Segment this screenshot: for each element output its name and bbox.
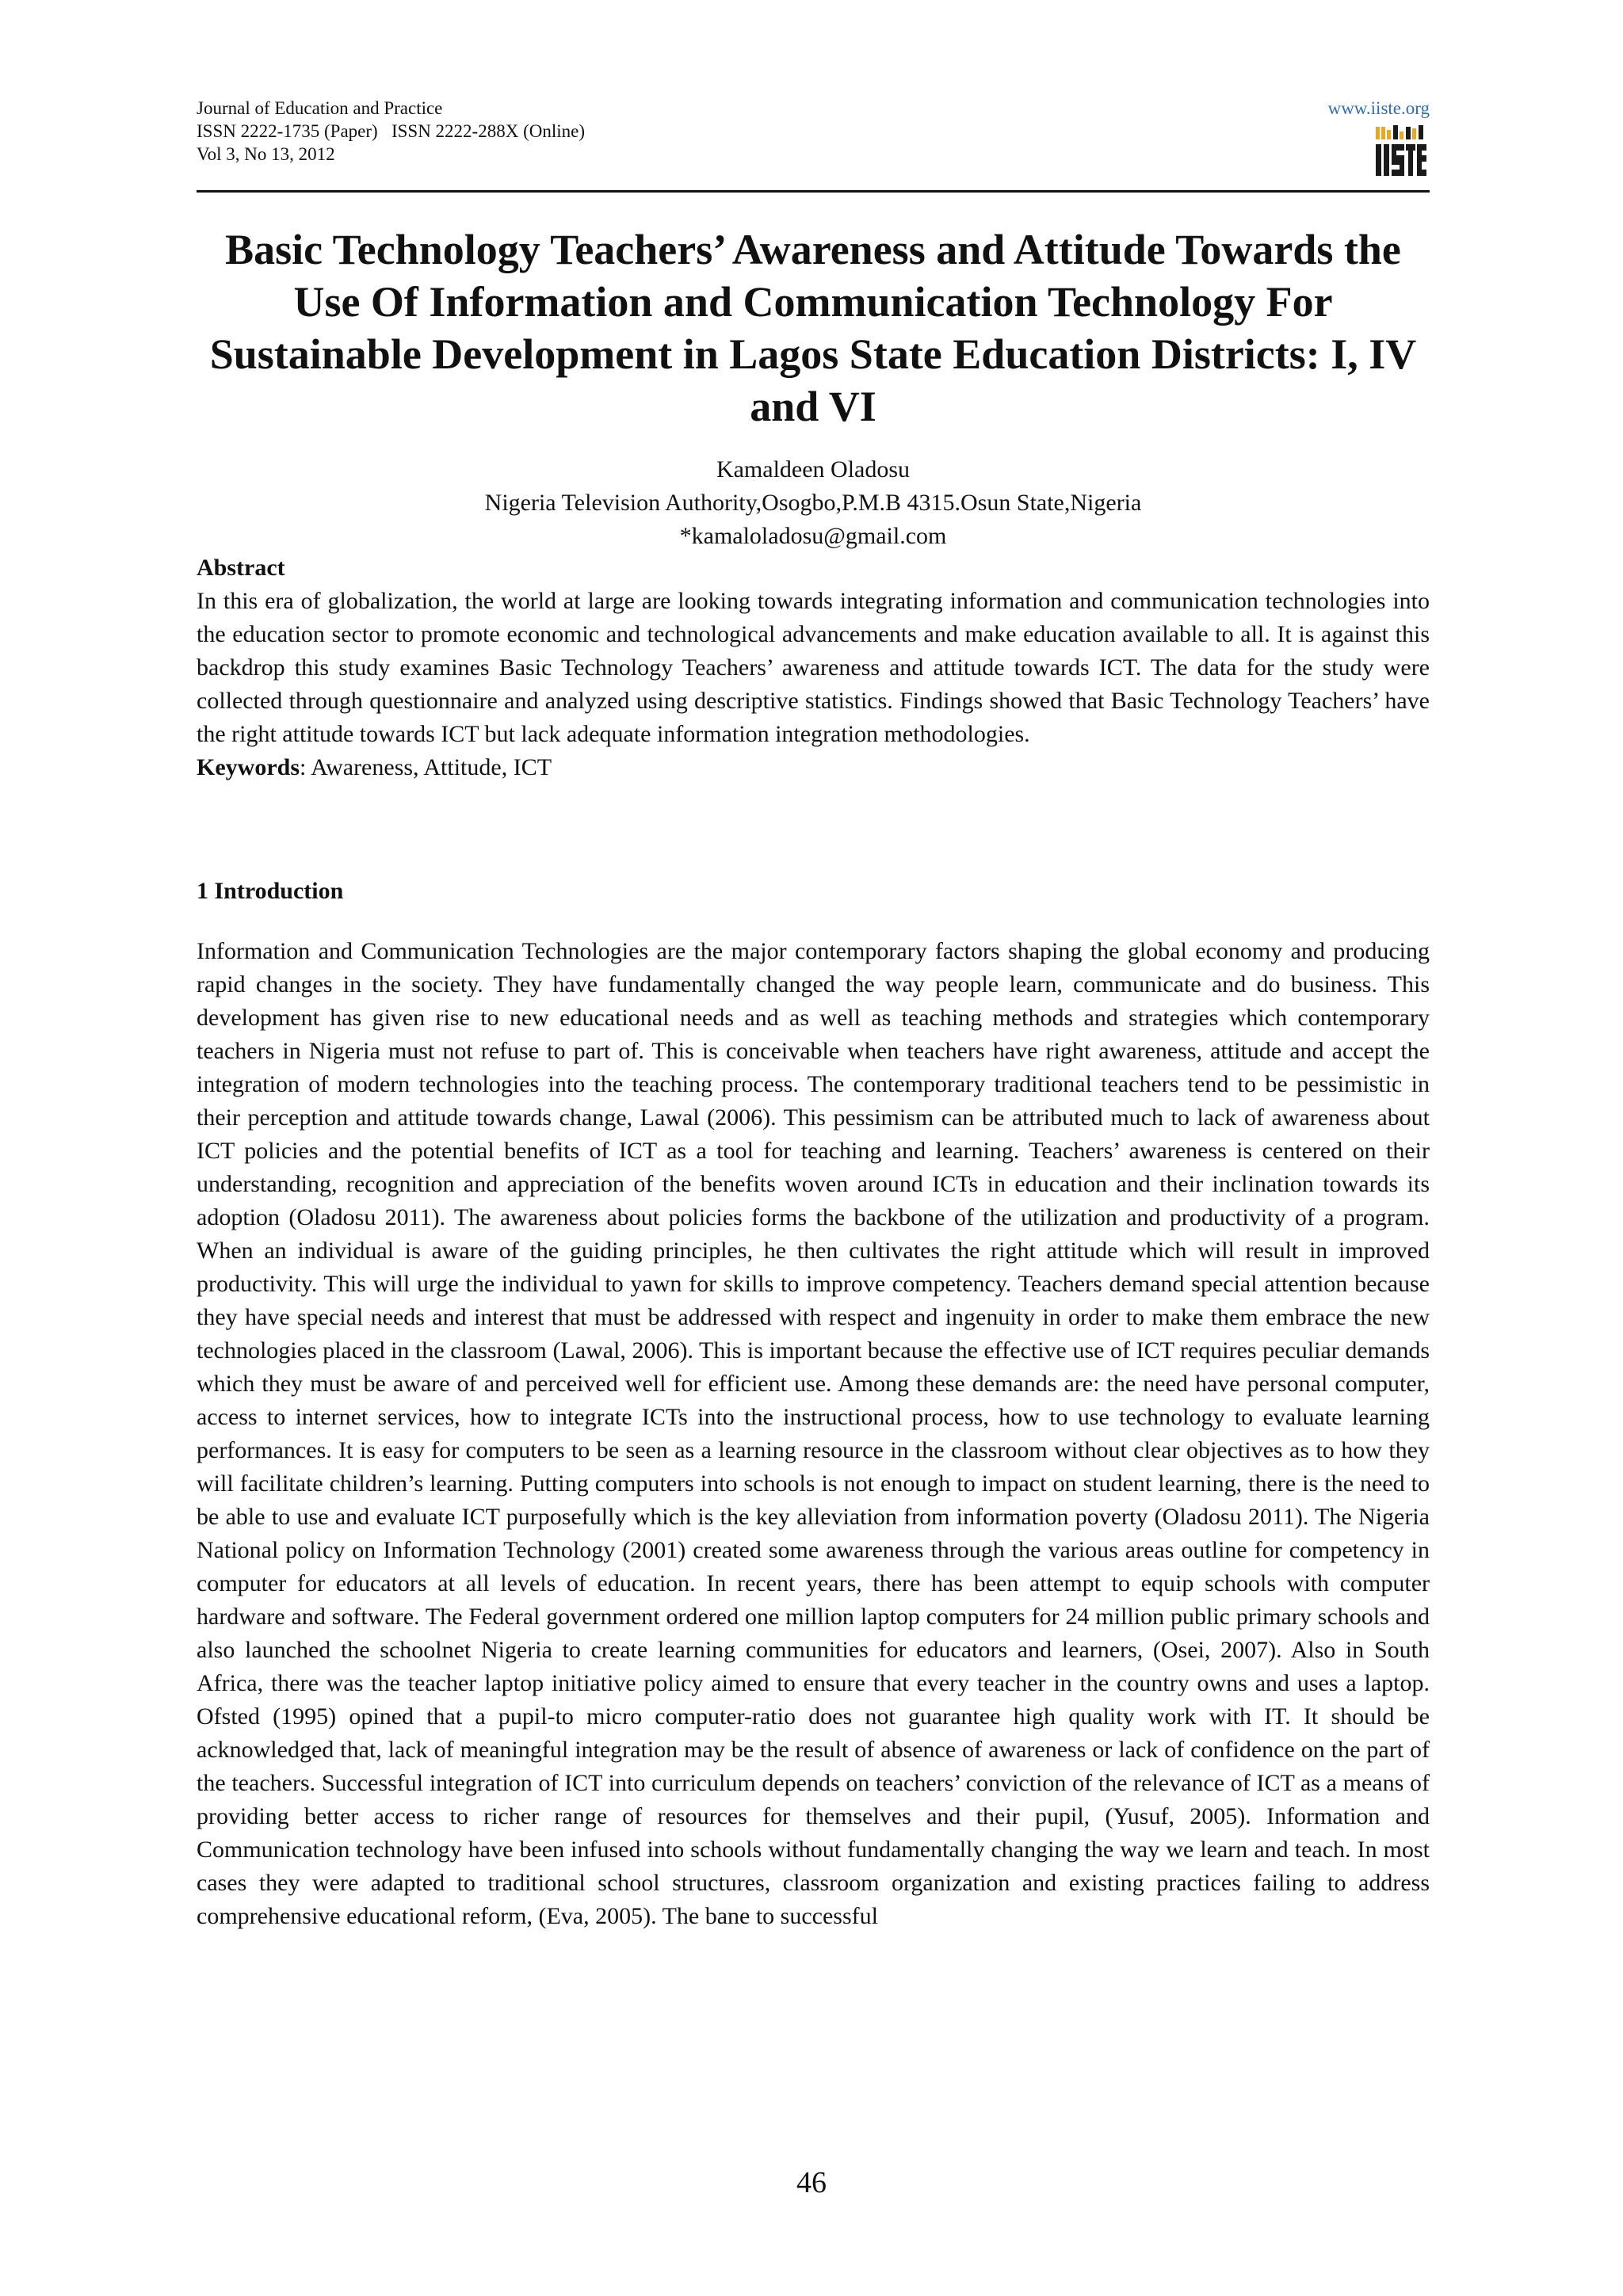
keywords-line	[197, 751, 1430, 784]
abstract-text: In this era of globalization, the world at large are looking towards integrating information and communication technologies into the education sector to promote economic and technological advancements and make education available to all. It is against this backdrop this study examines Basic Technology Teachers’ awareness and attitude towards ICT. The data for the study were collected through questionnaire and analyzed using descriptive statistics. Findings showed that Basic Technology Teachers’ have the right attitude towards ICT but lack adequate information integration methodologies.	[197, 588, 1430, 747]
author-email: *kamaloladosu@gmail.com	[679, 523, 947, 549]
introduction-heading: 1 Introduction	[197, 878, 344, 904]
keywords-list: : Awareness, Attitude, ICT	[300, 754, 552, 780]
author-name: Kamaldeen Oladosu	[716, 456, 911, 482]
journal-info	[197, 97, 585, 166]
page-number: 46	[796, 2166, 827, 2199]
introduction-text: Information and Communication Technologies are the major contemporary factors shaping the global economy and producing rapid changes in the society. They have fundamentally changed the way people learn, communicate and do business. This development has given rise to new educational needs and as well as teaching methods and strategies which contemporary teachers in Nigeria must not refuse to part of. This is conceivable when teachers have right awareness, attitude and accept the integration of modern technologies into the teaching process. The contemporary traditional teachers tend to be pessimistic in their perception and attitude towards change, Lawal (2006). This pessimism can be attributed much to lack of awareness about ICT policies and the potential benefits of ICT as a tool for teaching and learning. Teachers’ awareness is centered on their understanding, recognition and appreciation of the benefits woven around ICTs in education and their inclination towards its adoption (Oladosu 2011). The awareness about policies forms the backbone of the utilization and productivity of a program. When an individual is aware of the guiding principles, he then cultivates the right attitude which will result in improved productivity. This will urge the individual to yawn for skills to improve competency. Teachers demand special attention because they have special needs and interest that must be addressed with respect and ingenuity in order to make them embrace the new technologies placed in the classroom (Lawal, 2006). This is important because the effective use of ICT requires peculiar demands which they must be aware of and perceived well for efficient use. Among these demands are: the need have personal computer, access to internet services, how to integrate ICTs into the instructional process, how to use technology to evaluate learning performances. It is easy for computers to be seen as a learning resource in the classroom without clear objectives as to how they will facilitate children’s learning. Putting computers into schools is not enough to impact on student learning, there is the need to be able to use and evaluate ICT purposefully which is the key alleviation from information poverty (Oladosu 2011). The Nigeria National policy on Information Technology (2001) created some awareness through the various areas outline for competency in computer for educators at all levels of education. In recent years, there has been attempt to equip schools with computer hardware and software. The Federal government ordered one million laptop computers for 24 million public primary schools and also launched the schoolnet Nigeria to create learning communities for educators and learners, (Osei, 2007). Also in South Africa, there was the teacher laptop initiative policy aimed to ensure that every teacher in the country owns and uses a laptop. Ofsted (1995) opined that a pupil-to micro computer-ratio does not guarantee high quality work with IT. It should be acknowledged that, lack of meaningful integration may be the result of absence of awareness or lack of confidence on the part of the teachers. Successful integration of ICT into curriculum depends on teachers’ conviction of the relevance of ICT as a means of providing better access to richer range of resources for themselves and their pupil, (Yusuf, 2005). Information and Communication technology have been infused into schools without fundamentally changing the way we learn and teach. In most cases they were adapted to traditional school structures, classroom organization and existing practices failing to address comprehensive educational reform, (Eva, 2005). The bane to successful	[197, 938, 1430, 1929]
paper-title: Basic Technology Teachers’ Awareness and Attitude Towards the Use Of Information and Communication Technology For Sustainable Development in Lagos State Education Districts: I, IV and VI	[209, 226, 1417, 430]
iiste-logo-graphic	[1374, 124, 1428, 181]
journal-name: Journal of Education and Practice	[197, 98, 443, 118]
abstract-heading: Abstract	[197, 555, 285, 581]
author-affiliation: Nigeria Television Authority,Osogbo,P.M.B 4315.Osun State,Nigeria	[484, 490, 1142, 516]
iiste-logo	[1374, 124, 1428, 181]
journal-header	[197, 97, 1430, 192]
abstract-section	[197, 551, 1430, 784]
journal-volume: Vol 3, No 13, 2012	[197, 144, 335, 164]
keywords-label: Keywords	[197, 754, 300, 780]
journal-issn: ISSN 2222-1735 (Paper) ISSN 2222-288X (Online)	[197, 121, 585, 141]
header-divider	[197, 190, 1430, 193]
author-block	[197, 453, 1430, 553]
journal-website-link[interactable]: www.iiste.org	[1327, 98, 1430, 118]
